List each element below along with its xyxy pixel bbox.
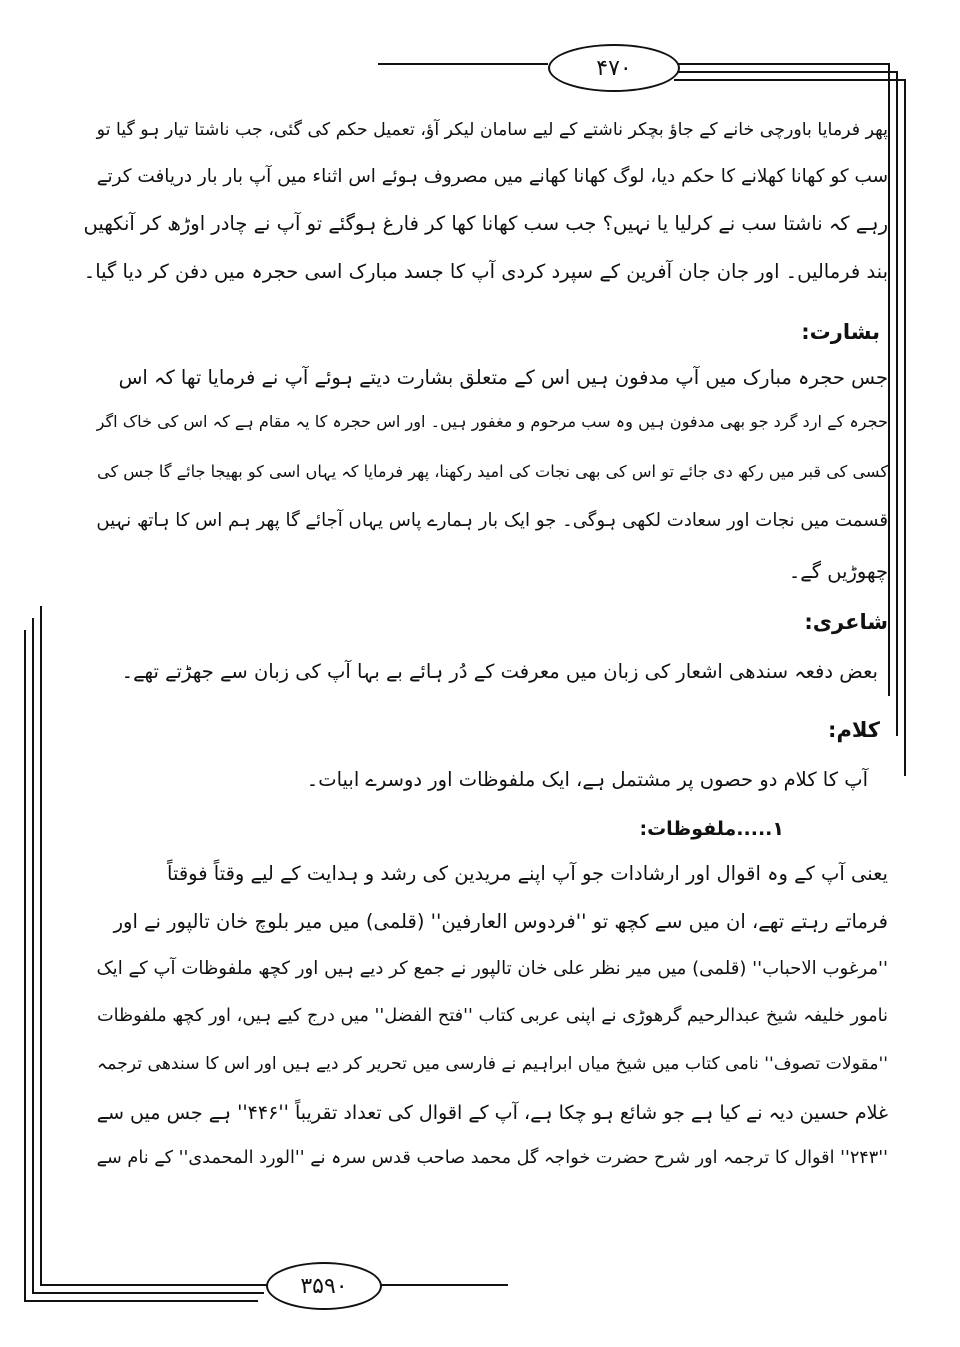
text-line: کسی کی قبر میں رکھ دی جائے تو اس کی بھی نجات کی امید رکھنا، پھر فرمایا کہ یہاں اسی کو بھیجا جائے گا جس کی (97, 462, 888, 481)
frame-bottom-line-1 (40, 1284, 270, 1286)
text-line: غلام حسین دیہ نے کیا ہے جو شائع ہو چکا ہے، آپ کے اقوال کی تعداد تقریباً ''۴۴۶'' ہے جس میں سے (96, 1102, 888, 1124)
text-line: حجرہ کے ارد گرد جو بھی مدفون ہیں وہ سب مرحوم و مغفور ہیں۔ اور اس حجرہ کا یہ مقام ہے کہ اس کی خاک اگر (96, 412, 888, 431)
frame-right-line-1 (888, 63, 890, 696)
frame-bottom-line-right (378, 1284, 508, 1286)
header-page-number (548, 44, 680, 92)
text-line: قسمت میں نجات اور سعادت لکھی ہوگی۔ جو ایک بار ہمارے پاس یہاں آجائے گا پھر ہم اس کا ہاتھ نہیں (96, 510, 888, 531)
text-line: ''۲۴۳'' اقوال کا ترجمہ اور شرح حضرت خواجہ گل محمد صاحب قدس سرہ نے ''الورد المحمدی'' کے نام سے (96, 1148, 888, 1168)
frame-top-line-1 (378, 63, 548, 65)
text-line: ''مرغوب الاحباب'' (قلمی) میں میر نظر علی خان تالپور نے جمع کر دیے ہیں اور کچھ ملفوظات آپ کے ایک (96, 958, 888, 979)
header-page-number-text: ۴۷۰ (596, 55, 632, 81)
text-line: آپ کا کلام دو حصوں پر مشتمل ہے، ایک ملفوظات اور دوسرے ابیات۔ (306, 768, 868, 791)
frame-left-line-3 (24, 630, 26, 1302)
frame-top-line-4 (674, 79, 906, 81)
frame-right-line-3 (904, 79, 906, 776)
frame-right-line-2 (896, 71, 898, 736)
frame-bottom-line-3 (24, 1300, 258, 1302)
frame-top-line-3 (676, 71, 898, 73)
text-line: بند فرمالیں۔ اور جان جان آفرین کے سپرد کردی آپ کا جسد مبارک اسی حجرہ میں دفن کر دیا گیا۔ (83, 260, 888, 283)
footer-page-number-text: ۳۵۹۰ (300, 1273, 348, 1299)
text-line: پھر فرمایا باورچی خانے کے جاؤ بچکر ناشتے کے لیے سامان لیکر آؤ، تعمیل حکم کی گئی، جب ناشتا تیار ہو گیا تو (96, 120, 888, 140)
heading-basharat: بشارت: (801, 320, 880, 344)
frame-top-line-2 (678, 63, 890, 65)
frame-bottom-line-2 (32, 1292, 264, 1294)
paragraph-2 (80, 366, 888, 596)
paragraph-1 (80, 120, 888, 300)
frame-left-line-1 (40, 606, 42, 1286)
paragraph-3 (110, 660, 878, 696)
frame-left-line-2 (32, 618, 34, 1294)
text-line: جس حجرہ مبارک میں آپ مدفون ہیں اس کے متعلق بشارت دیتے ہوئے آپ نے فرمایا تھا کہ اس (118, 366, 888, 389)
text-line: بعض دفعہ سندھی اشعار کی زبان میں معرفت کے دُر ہائے بے بہا آپ کی زبان سے جھڑتے تھے۔ (121, 660, 878, 683)
heading-shairi: شاعری: (804, 610, 888, 634)
text-line: سب کو کھانا کھلانے کا حکم دیا، لوگ کھانا کھانے میں مصروف ہوئے اس اثناء میں آپ بار بار دریافت کرتے (96, 166, 888, 187)
text-line: فرماتے رہتے تھے، ان میں سے کچھ تو ''فردوس العارفین'' (قلمی) میں میر بلوچ خان تالپور نے اور (113, 910, 888, 933)
paragraph-5 (80, 862, 888, 1202)
footer-page-number (266, 1262, 382, 1310)
paragraph-4 (290, 768, 868, 804)
text-line: رہے کہ ناشتا سب نے کرلیا یا نہیں؟ جب سب کھانا کھا کر فارغ ہوگئے تو آپ نے چادر اوڑھ کر آنکھیں (83, 212, 888, 235)
text-line: چھوڑیں گے۔ (788, 560, 888, 583)
heading-kalam: کلام: (828, 718, 880, 742)
text-line: ''مقولات تصوف'' نامی کتاب میں شیخ میاں ابراہیم نے فارسی میں تحریر کر دیے ہیں اور اس کا سندھی ترجمہ (97, 1054, 888, 1074)
text-line: نامور خلیفہ شیخ عبدالرحیم گرھوڑی نے اپنی عربی کتاب ''فتح الفضل'' میں درج کیے ہیں، اور کچھ ملفوظات (96, 1006, 888, 1026)
text-line: یعنی آپ کے وہ اقوال اور ارشادات جو آپ اپنے مریدین کی رشد و ہدایت کے لیے وقتاً فوقتاً (167, 862, 888, 885)
heading-malfoozat: ۱.....ملفوظات: (639, 818, 784, 840)
